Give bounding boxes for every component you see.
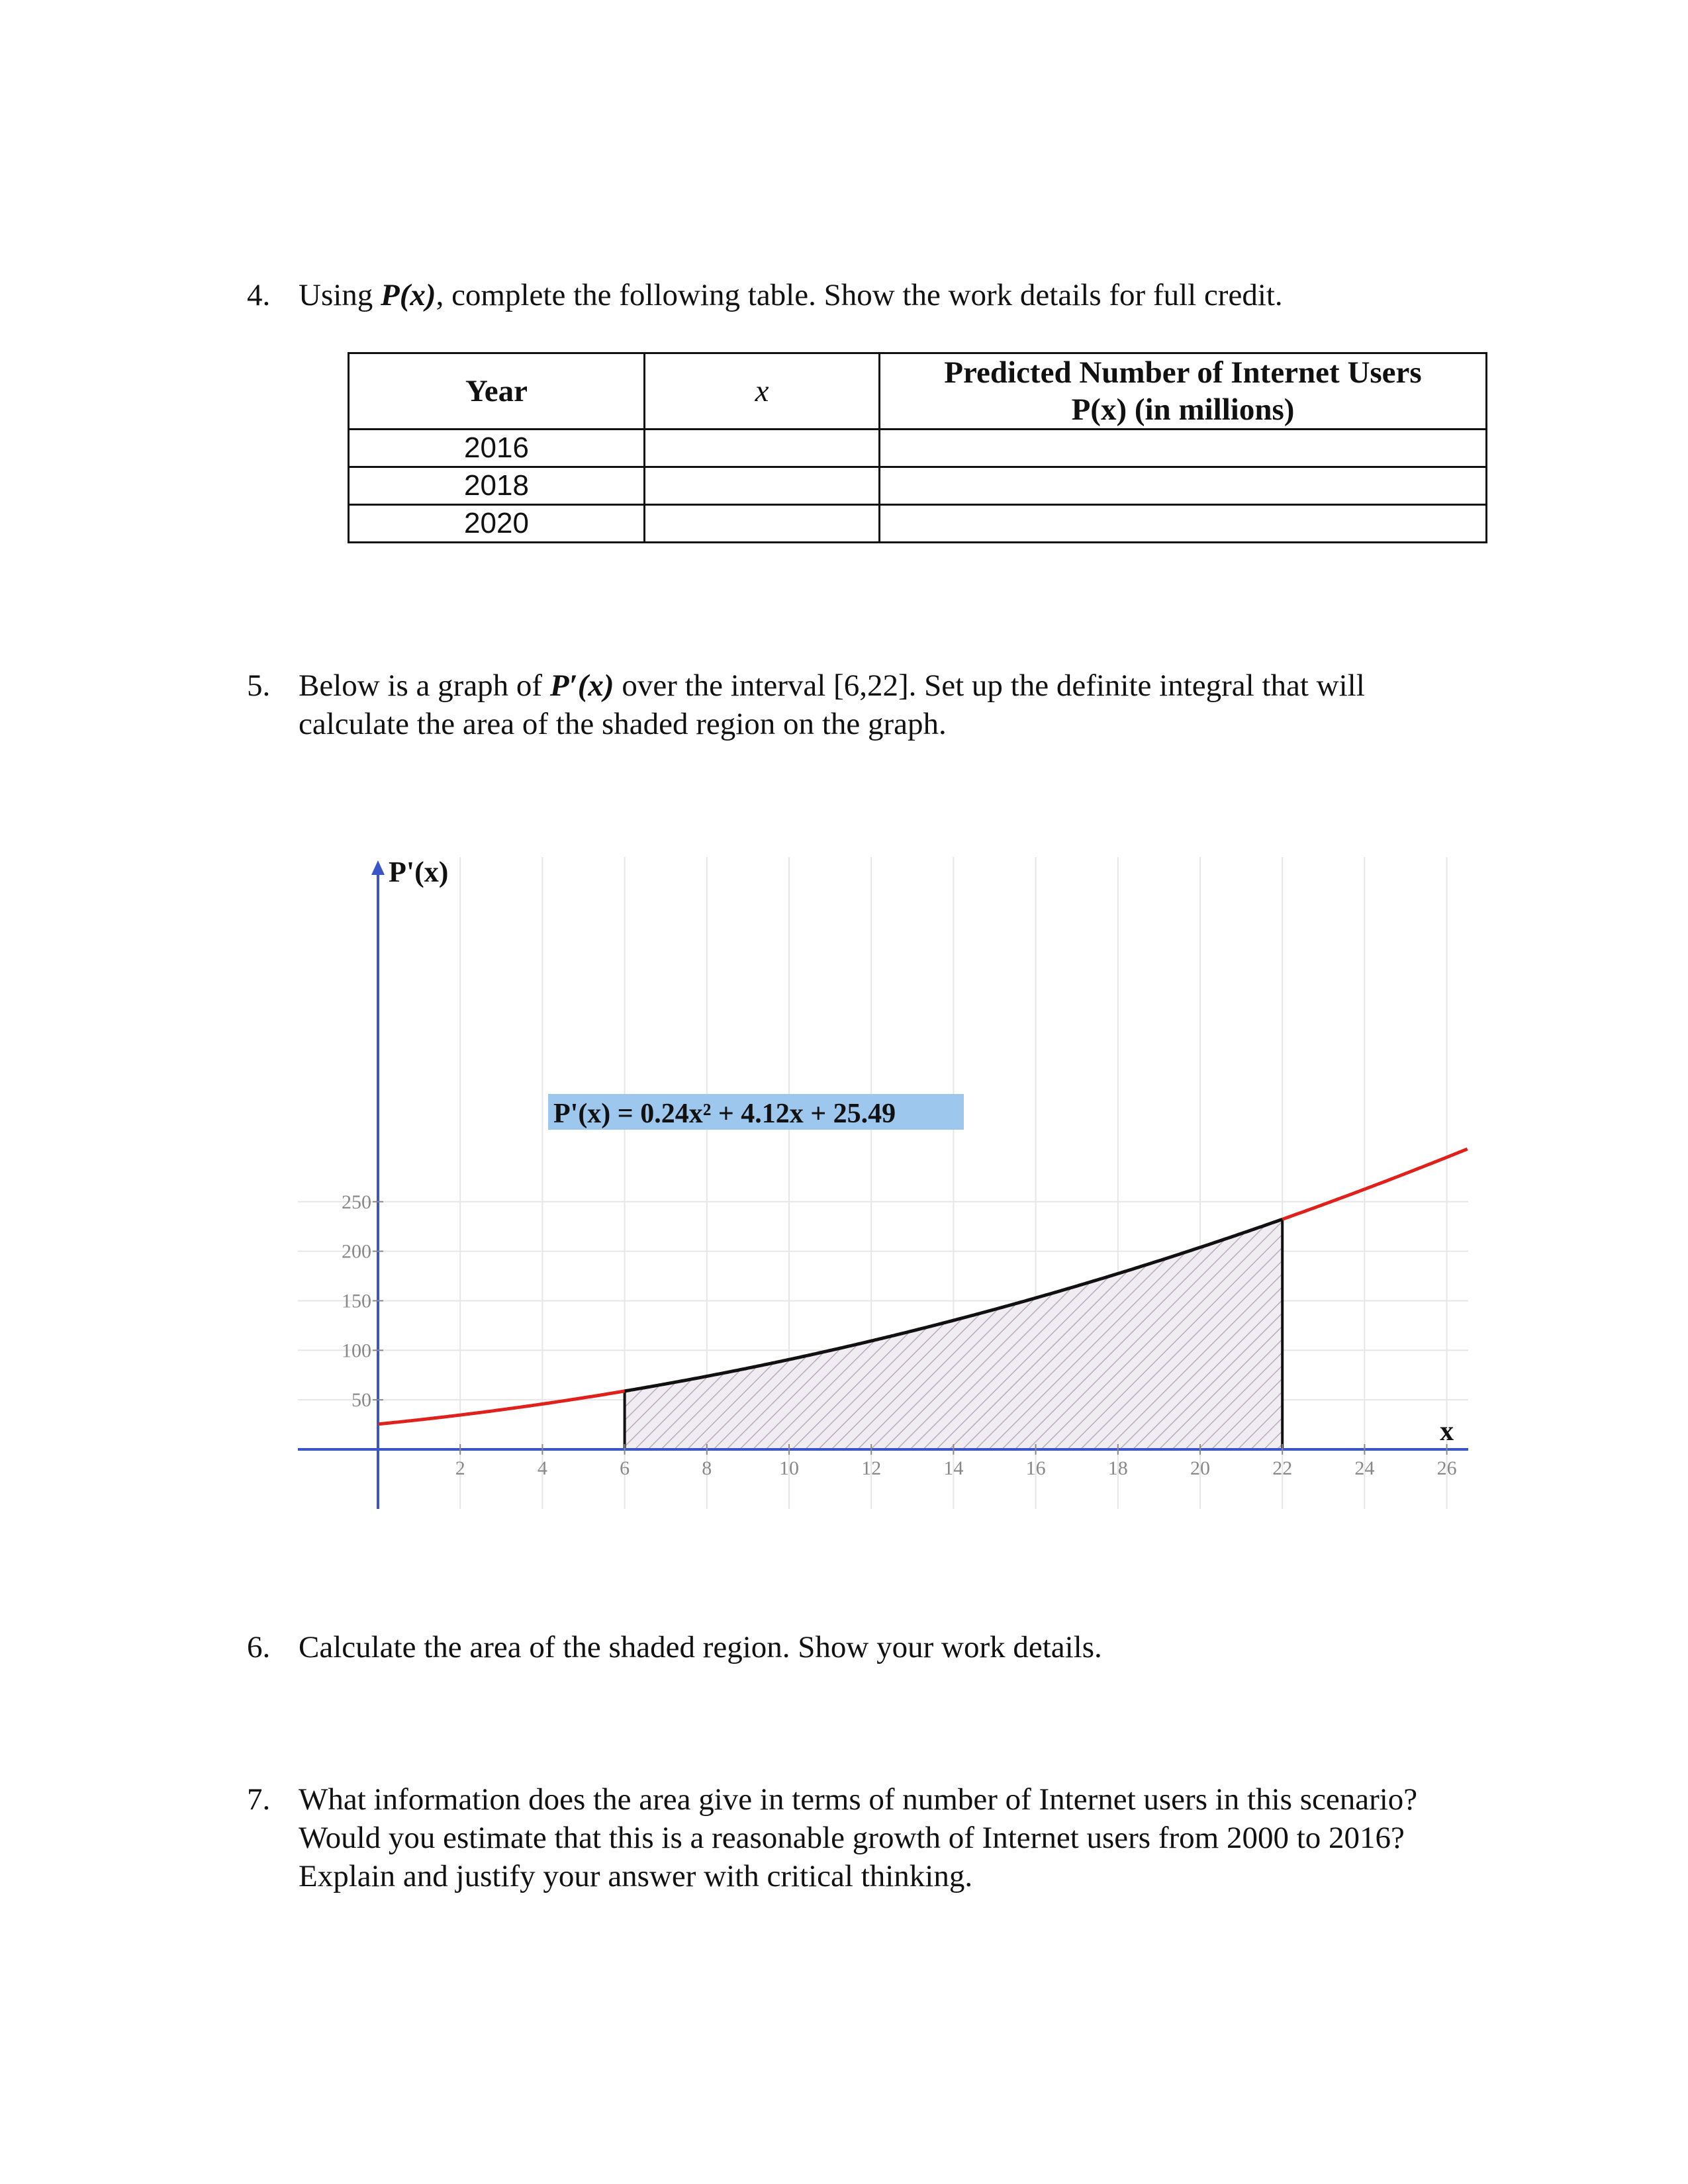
x-tick-label: 20 bbox=[1190, 1457, 1210, 1479]
question-text: Calculate the area of the shaded region. Show your work details. bbox=[299, 1630, 1102, 1664]
question-number: 6. bbox=[247, 1630, 271, 1664]
x-tick-label: 22 bbox=[1272, 1457, 1293, 1479]
curve-left-segment bbox=[378, 1391, 625, 1424]
y-tick-label: 250 bbox=[342, 1191, 371, 1213]
question-text-line2: Would you estimate that this is a reasonable growth of Internet users from 2000 to 2016? bbox=[299, 1821, 1405, 1855]
function-label: P'(x) = 0.24x² + 4.12x + 25.49 bbox=[553, 1099, 896, 1129]
y-tick-label: 100 bbox=[342, 1340, 371, 1362]
y-axis-label: P'(x) bbox=[389, 856, 449, 888]
x-axis-label: x bbox=[1440, 1416, 1454, 1447]
header-year: Year bbox=[349, 353, 645, 430]
x-tick-label: 24 bbox=[1354, 1457, 1375, 1479]
x-tick-label: 26 bbox=[1436, 1457, 1457, 1479]
header-predicted-line2: P(x) (in millions) bbox=[1071, 392, 1295, 427]
year-cell: 2016 bbox=[349, 430, 645, 467]
y-tick-label: 150 bbox=[342, 1290, 371, 1312]
question-text-line1: Below is a graph of P′(x) over the interval [6,22]. Set up the definite integral that will bbox=[299, 668, 1365, 703]
x-tick-label: 16 bbox=[1025, 1457, 1046, 1479]
y-axis-arrow-icon bbox=[371, 860, 385, 875]
function-name: P(x) bbox=[381, 278, 436, 312]
question-text: Using P(x), complete the following table. Show the work details for full credit. bbox=[299, 278, 1283, 312]
x-tick-label: 2 bbox=[455, 1457, 465, 1479]
x-tick-label: 10 bbox=[779, 1457, 799, 1479]
y-tick-label: 200 bbox=[342, 1240, 371, 1263]
x-tick-label: 6 bbox=[620, 1457, 630, 1479]
function-name: P′(x) bbox=[549, 668, 614, 703]
x-tick-label: 8 bbox=[702, 1457, 712, 1479]
x-tick-label: 14 bbox=[943, 1457, 964, 1479]
question-number: 7. bbox=[247, 1782, 271, 1817]
question-number: 5. bbox=[247, 668, 271, 703]
question-text-line2: calculate the area of the shaded region on the graph. bbox=[299, 707, 947, 741]
header-predicted-line1: Predicted Number of Internet Users bbox=[944, 355, 1422, 390]
x-tick-label: 12 bbox=[861, 1457, 882, 1479]
year-cell: 2018 bbox=[349, 467, 645, 505]
header-x: x bbox=[645, 353, 880, 430]
year-cell: 2020 bbox=[349, 505, 645, 543]
question-text-line3: Explain and justify your answer with critical thinking. bbox=[299, 1859, 973, 1893]
x-tick-label: 4 bbox=[537, 1457, 547, 1479]
x-tick-label: 18 bbox=[1107, 1457, 1128, 1479]
question-number: 4. bbox=[247, 278, 271, 312]
y-tick-label: 50 bbox=[352, 1389, 371, 1412]
curve-right-segment bbox=[1282, 1149, 1468, 1219]
question-text-line1: What information does the area give in terms of number of Internet users in this scenario? bbox=[299, 1782, 1418, 1817]
